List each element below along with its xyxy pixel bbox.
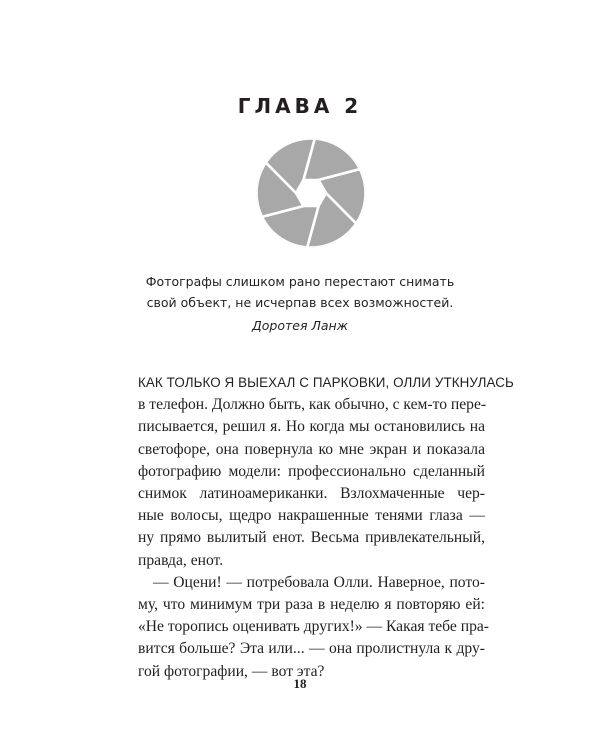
epigraph-author: Доротея Ланж <box>252 318 348 333</box>
camera-aperture-icon <box>256 138 366 248</box>
page-number: 18 <box>293 676 307 691</box>
body-line: — Оцени! — потребовала Олли. Наверное, пото- <box>153 573 485 591</box>
body-line: ну прямо вылитый енот. Весьма привлекательный, <box>138 529 485 547</box>
body-line: снимок латиноамериканки. Взлохмаченные чер- <box>138 485 485 503</box>
epigraph-line: свой объект, не исчерпав всех возможностей. <box>146 295 454 310</box>
body-line: светофоре, она повернула ко мне экран и показала <box>138 440 485 458</box>
body-line: гой фотографии, — вот эта? <box>138 662 325 680</box>
body-line: в телефон. Должно быть, как обычно, с кем-то пере- <box>138 396 487 414</box>
body-line: правда, енот. <box>138 551 224 569</box>
epigraph-line: Фотографы слишком рано перестают снимать <box>145 274 455 289</box>
body-line: писывается, решил я. Но когда мы остановились на <box>138 418 485 436</box>
aperture-blades <box>257 139 366 248</box>
body-line: КАК ТОЛЬКО Я ВЫЕХАЛ С ПАРКОВКИ, ОЛЛИ УТКНУЛАСЬ <box>138 375 514 390</box>
body-text <box>138 372 514 683</box>
body-line: му, что минимум три раза в неделю я повторяю ей: <box>138 596 485 614</box>
epigraph-quote <box>0 271 600 313</box>
body-line: ные волосы, щедро накрашенные тенями глаза — <box>138 507 485 525</box>
body-line: фотографию модели: профессионально сделанный <box>138 462 485 480</box>
chapter-title: ГЛАВА 2 <box>237 94 363 118</box>
body-line: «Не торопись оценивать других!» — Какая тебе пра- <box>138 618 489 636</box>
body-line: вится больше? Эта или... — она пролистнула к дру- <box>138 640 485 658</box>
